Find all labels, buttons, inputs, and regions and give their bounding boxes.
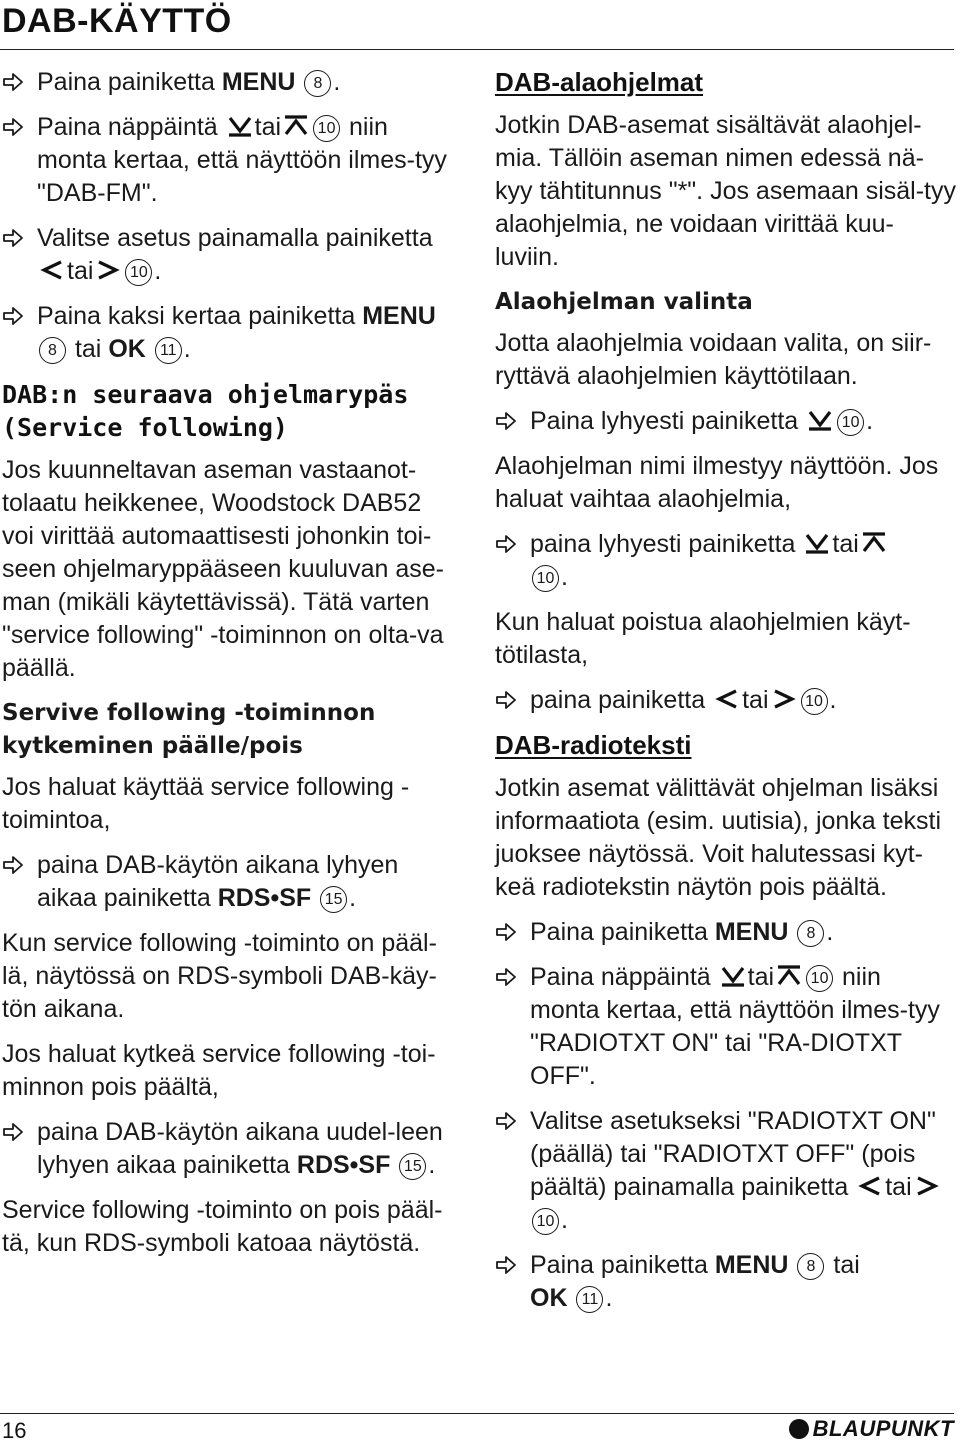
paragraph: Service following -toiminto on pois pääl-tä, kun RDS-symboli katoaa näytöstä. — [2, 1196, 443, 1257]
key-number-badge: 10 — [532, 565, 559, 592]
left-key-icon — [715, 688, 739, 710]
paragraph: Jotta alaohjelmia voidaan valita, on siir-ryttävä alaohjelmien käyttötilaan. — [495, 329, 932, 390]
section-heading-dab-subprograms: DAB-alaohjelmat — [495, 67, 704, 97]
key-number-badge: 8 — [304, 70, 331, 97]
key-number-badge: 10 — [801, 688, 828, 715]
section-heading-dab-radiotext: DAB-radioteksti — [495, 730, 692, 760]
down-key-icon — [228, 115, 252, 137]
up-key-icon — [777, 965, 801, 987]
arrow-bullet-icon — [495, 533, 517, 555]
arrow-bullet-icon — [2, 116, 24, 138]
brand-dot-icon — [789, 1419, 809, 1439]
page-title: DAB-KÄYTTÖ — [2, 2, 232, 40]
arrow-bullet-icon — [495, 1254, 517, 1276]
key-number-badge: 10 — [125, 259, 152, 286]
key-number-badge: 8 — [39, 337, 66, 364]
left-step-6: paina DAB-käytön aikana uudel-leen lyhyen aikaa painiketta RDS•SF 15 . — [2, 1116, 460, 1182]
arrow-bullet-icon — [495, 921, 517, 943]
arrow-bullet-icon — [2, 1121, 24, 1143]
right-step-1: Paina lyhyesti painiketta 10 . — [495, 405, 957, 438]
left-key-icon — [858, 1175, 882, 1197]
right-key-icon — [772, 688, 796, 710]
right-step-7: Paina painiketta MENU 8 tai OK 11 . — [495, 1249, 957, 1315]
right-step-5: Paina näppäintä tai 10 niin monta kertaa, että näyttöön ilmes-tyy "RADIOTXT ON" tai "RA-DIOTXT OFF". — [495, 961, 957, 1093]
key-number-badge: 10 — [532, 1208, 559, 1235]
arrow-bullet-icon — [495, 966, 517, 988]
arrow-bullet-icon — [2, 227, 24, 249]
paragraph: Jos haluat käyttää service following -toimintoa, — [2, 773, 410, 834]
left-step-1: Paina painiketta MENU 8 . — [2, 66, 460, 99]
brand-logo: BLAUPUNKT — [789, 1416, 954, 1442]
down-key-icon — [805, 532, 829, 554]
arrow-bullet-icon — [495, 689, 517, 711]
key-number-badge: 15 — [399, 1153, 426, 1180]
key-number-badge: 15 — [320, 886, 347, 913]
down-key-icon — [808, 409, 832, 431]
left-step-2: Paina näppäintä tai 10 niin monta kertaa, että näyttöön ilmes-tyy "DAB-FM". — [2, 111, 460, 210]
right-step-6: Valitse asetukseksi "RADIOTXT ON" (päällä) tai "RADIOTXT OFF" (pois päältä) painamalla painiketta tai10 . — [495, 1105, 957, 1237]
paragraph: Jotkin DAB-asemat sisältävät alaohjel-mia. Tällöin aseman nimen edessä nä-kyy tähtitunnus "*". Jos asemaan sisäl-tyy alaohjelmia, ne voidaan virittää kuu-luviin. — [495, 111, 956, 271]
key-number-badge: 10 — [837, 409, 864, 436]
left-step-4: Paina kaksi kertaa painiketta MENU 8 tai OK 11 . — [2, 300, 460, 366]
left-key-icon — [40, 259, 64, 281]
paragraph: Jotkin asemat välittävät ohjelman lisäksi informaatiota (esim. uutisia), jonka teksti juoksee näytössä. Voit halutessasi kyt-keä radiotekstin näytön pois päältä. — [495, 774, 942, 901]
left-step-5: paina DAB-käytön aikana lyhyen aikaa painiketta RDS•SF 15 . — [2, 849, 460, 915]
up-key-icon — [862, 532, 886, 554]
paragraph: Jos haluat kytkeä service following -toi-minnon pois päältä, — [2, 1040, 436, 1101]
key-number-badge: 11 — [576, 1286, 603, 1313]
down-key-icon — [721, 965, 745, 987]
key-number-badge: 8 — [797, 920, 824, 947]
subheading-toggle-service-following: Servive following -toiminnon kytkeminen päälle/pois — [2, 700, 376, 759]
key-number-badge: 11 — [155, 337, 182, 364]
right-step-3: paina painiketta tai 10 . — [495, 684, 957, 717]
footer-rule — [0, 1413, 954, 1414]
page-number: 16 — [2, 1418, 27, 1443]
right-step-4: Paina painiketta MENU 8 . — [495, 916, 957, 949]
up-key-icon — [284, 115, 308, 137]
section-heading-service-following: DAB:n seuraava ohjelmarypäs (Service following) — [2, 380, 409, 442]
paragraph: Kun service following -toiminto on pääl-lä, näytössä on RDS-symboli DAB-käy-tön aikana. — [2, 929, 437, 1023]
subheading-subprogram-selection: Alaohjelman valinta — [495, 289, 753, 315]
arrow-bullet-icon — [495, 1110, 517, 1132]
arrow-bullet-icon — [2, 305, 24, 327]
key-number-badge: 8 — [797, 1253, 824, 1280]
key-number-badge: 10 — [313, 115, 340, 142]
left-step-3: Valitse asetus painamalla painiketta tai 10 . — [2, 222, 460, 288]
arrow-bullet-icon — [2, 71, 24, 93]
right-step-2: paina lyhyesti painiketta tai 10 . — [495, 528, 957, 594]
paragraph: Jos kuunneltavan aseman vastaanot-tolaatu heikkenee, Woodstock DAB52 voi virittää automaattisesti johonkin toi-seen ohjelmaryppääseen kuuluvan ase-man (mikäli käytettävissä). Tätä varten "service following" -toiminnon on olta-va päällä. — [2, 456, 444, 682]
arrow-bullet-icon — [2, 854, 24, 876]
right-key-icon — [915, 1175, 939, 1197]
right-column — [495, 66, 957, 1327]
paragraph: Kun haluat poistua alaohjelmien käyt-tötilasta, — [495, 608, 911, 669]
left-column — [2, 66, 460, 1272]
header-rule — [0, 49, 954, 50]
paragraph: Alaohjelman nimi ilmestyy näyttöön. Jos haluat vaihtaa alaohjelmia, — [495, 452, 939, 513]
key-number-badge: 10 — [806, 965, 833, 992]
arrow-bullet-icon — [495, 410, 517, 432]
right-key-icon — [96, 259, 120, 281]
